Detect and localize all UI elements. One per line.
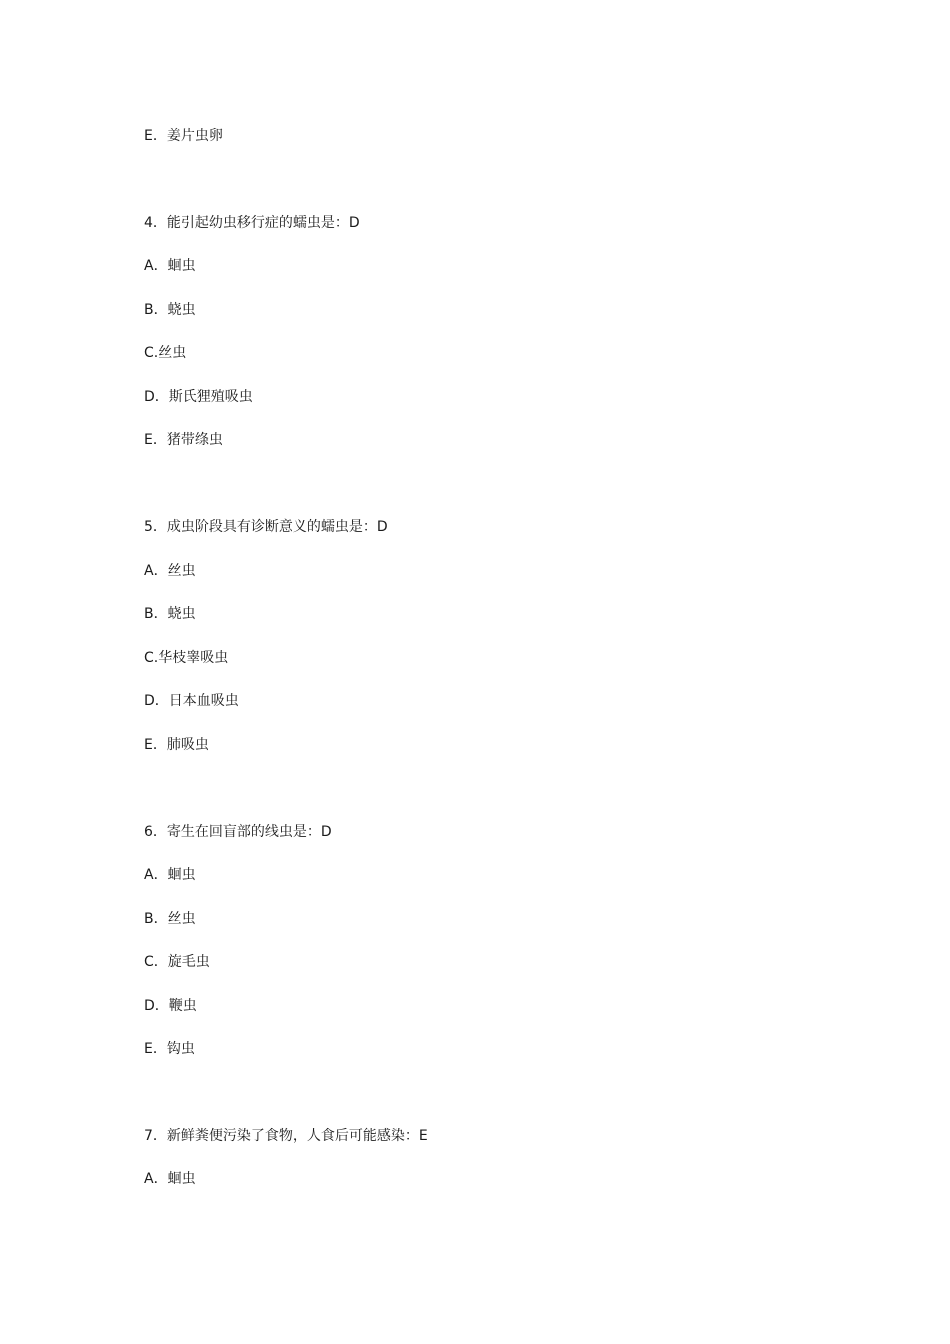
option-e: E．姜片虫卵 bbox=[144, 128, 223, 144]
option-b: B．蛲虫 bbox=[144, 606, 196, 622]
option-c: C.丝虫 bbox=[144, 345, 187, 361]
option-a: A．蛔虫 bbox=[144, 867, 196, 883]
option-c: C．旋毛虫 bbox=[144, 954, 210, 970]
option-d: D．斯氏狸殖吸虫 bbox=[144, 389, 253, 405]
option-a: A．蛔虫 bbox=[144, 258, 196, 274]
option-e: E．钩虫 bbox=[144, 1041, 195, 1057]
option-b: B．丝虫 bbox=[144, 911, 196, 927]
option-e: E．肺吸虫 bbox=[144, 737, 209, 753]
question-6: 6．寄生在回盲部的线虫是：D bbox=[144, 824, 332, 840]
option-b: B．蛲虫 bbox=[144, 302, 196, 318]
option-a: A．丝虫 bbox=[144, 563, 196, 579]
option-d: D．鞭虫 bbox=[144, 998, 197, 1014]
question-4: 4．能引起幼虫移行症的蠕虫是：D bbox=[144, 215, 360, 231]
question-5: 5．成虫阶段具有诊断意义的蠕虫是：D bbox=[144, 519, 388, 535]
option-d: D．日本血吸虫 bbox=[144, 693, 239, 709]
option-c: C.华枝睾吸虫 bbox=[144, 650, 229, 666]
option-e: E．猪带绦虫 bbox=[144, 432, 223, 448]
question-7: 7．新鲜粪便污染了食物，人食后可能感染：E bbox=[144, 1128, 428, 1144]
option-a: A．蛔虫 bbox=[144, 1171, 196, 1187]
